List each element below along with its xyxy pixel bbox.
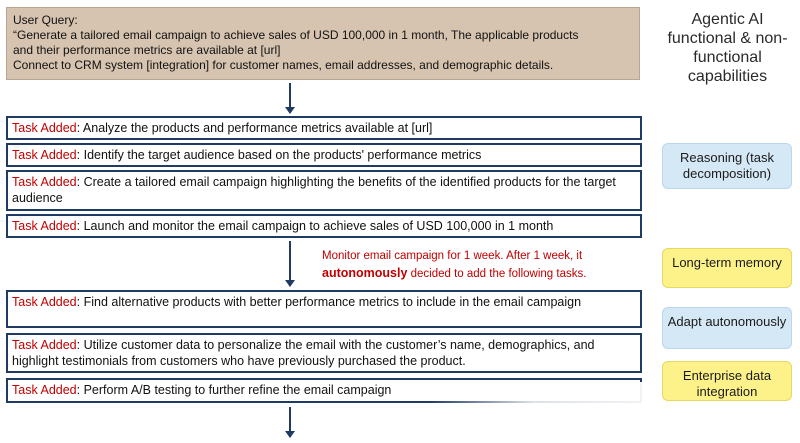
task-box: Task Added: Utilize customer data to personalize the email with the customer’s name, demographics, and highlight testimonials from customers who have previously purchased the product.	[6, 333, 642, 373]
task-box: Task Added: Identify the target audience based on the products' performance metrics	[6, 143, 642, 167]
task-added-label: Task Added	[12, 175, 77, 189]
capability-long-term-memory: Long-term memory	[662, 248, 792, 288]
query-line: User Query:	[13, 13, 78, 27]
capabilities-title: Agentic AI functional & non-functional capabilities	[667, 11, 788, 85]
query-line: “Generate a tailored email campaign to achieve sales of USD 100,000 in 1 month, The applicable products	[13, 28, 579, 42]
note-line-2: decided to add the following tasks.	[407, 268, 587, 280]
task-text: Identify the target audience based on the products' performance metrics	[83, 148, 482, 162]
task-added-label: Task Added	[12, 219, 77, 233]
task-added-label: Task Added	[12, 295, 77, 309]
task-text: Perform A/B testing to further refine the email campaign	[83, 383, 392, 397]
task-box: Task Added: Launch and monitor the email campaign to achieve sales of USD 100,000 in 1 month	[6, 214, 642, 238]
task-box: Task Added: Find alternative products with better performance metrics to include in the email campaign	[6, 290, 642, 328]
task-added-label: Task Added	[12, 121, 77, 135]
note-line-1: Monitor email campaign for 1 week. After 1 week, it	[322, 250, 583, 262]
flow-arrow-3	[289, 407, 291, 437]
user-query-box	[6, 7, 640, 80]
flow-arrow-2	[289, 241, 291, 286]
query-line: Connect to CRM system [integration] for customer names, email addresses, and demographic details.	[13, 58, 554, 72]
autonomy-note	[322, 248, 622, 283]
task-added-label: Task Added	[12, 148, 77, 162]
capability-adapt-autonomously: Adapt autonomously	[662, 307, 792, 349]
task-box: Task Added: Analyze the products and performance metrics available at [url]	[6, 116, 642, 140]
note-emphasis: autonomously	[322, 266, 408, 280]
flow-arrow-1	[289, 83, 291, 113]
capability-enterprise-data-integration: Enterprise data integration	[662, 361, 792, 401]
task-added-label: Task Added	[12, 383, 77, 397]
task-text: Find alternative products with better performance metrics to include in the email campaign	[83, 295, 582, 309]
task-text: Analyze the products and performance metrics available at [url]	[82, 121, 433, 135]
task-box: Task Added: Perform A/B testing to further refine the email campaign	[6, 378, 642, 403]
task-text: Utilize customer data to personalize the email with the customer’s name, demographics, and highlight testimonials from customers who have previously purchased the product.	[12, 338, 595, 368]
capability-reasoning: Reasoning (task decomposition)	[662, 143, 792, 189]
task-box: Task Added: Create a tailored email campaign highlighting the benefits of the identified products for the target audience	[6, 170, 642, 211]
task-added-label: Task Added	[12, 338, 77, 352]
task-text: Create a tailored email campaign highlighting the benefits of the identified products for the target audience	[12, 175, 616, 205]
query-line: and their performance metrics are available at [url]	[13, 43, 281, 57]
task-text: Launch and monitor the email campaign to achieve sales of USD 100,000 in 1 month	[83, 219, 554, 233]
